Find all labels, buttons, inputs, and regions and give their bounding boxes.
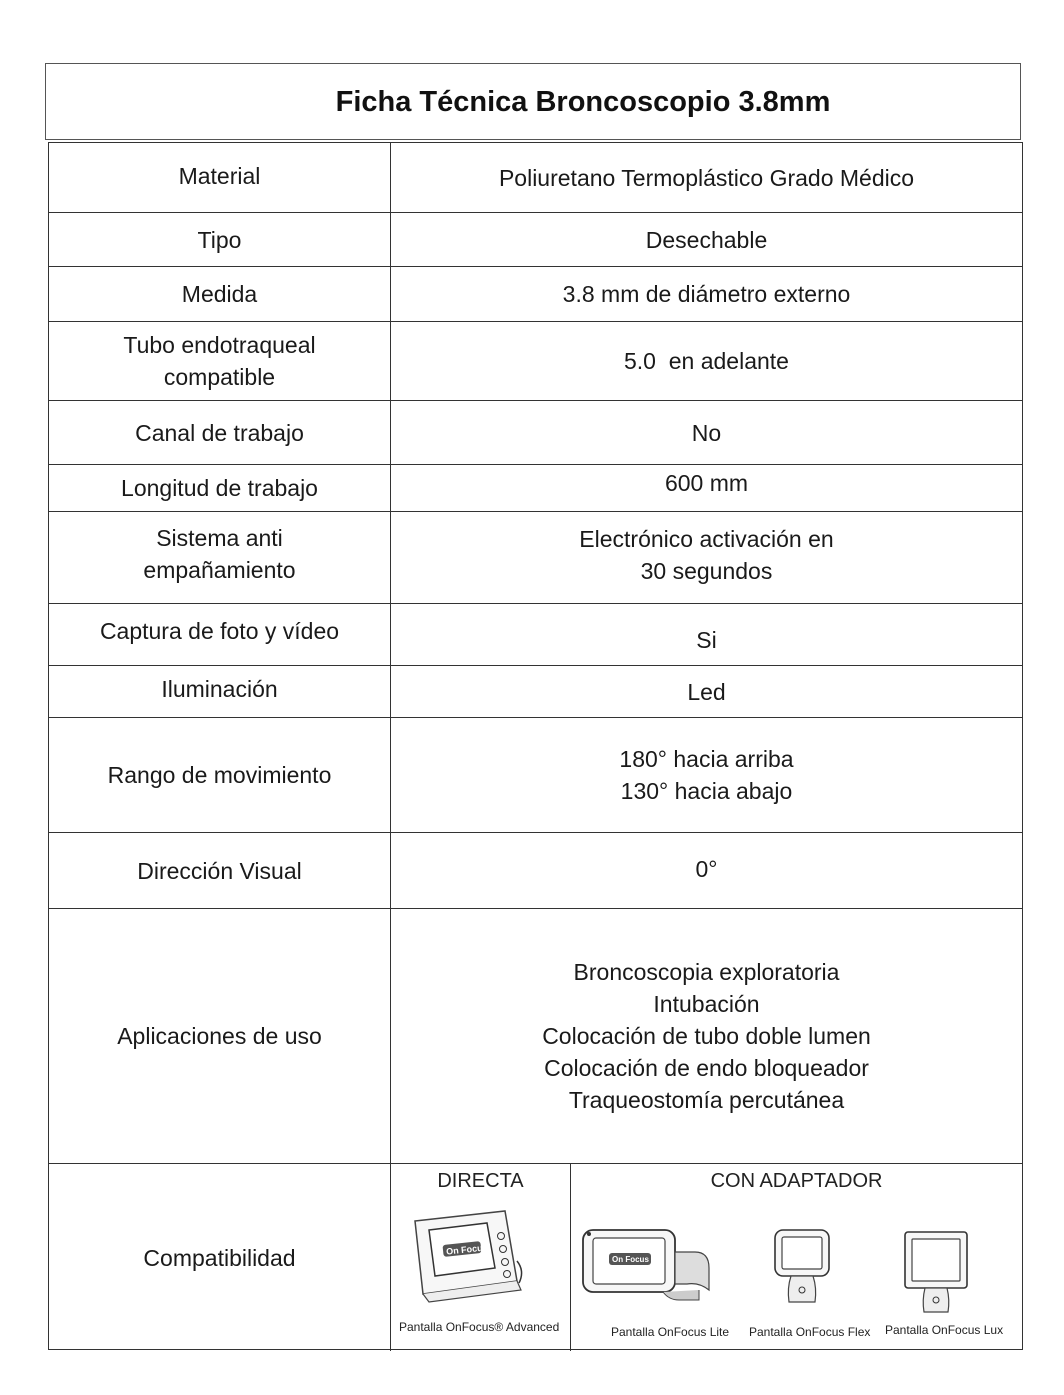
row-value-line: Intubación [653,991,760,1017]
adapter-header: CON ADAPTADOR [710,1170,883,1192]
direct-header: DIRECTA [437,1170,524,1192]
table-row [49,604,1022,666]
row-label: Iluminación [161,675,278,702]
row-value-line: Traqueostomía percutánea [568,1087,845,1113]
compat-row [49,1164,1022,1351]
onfocus-lite-brand: On Focus [612,1255,649,1264]
table-row [49,267,1022,322]
row-label-line: empañamiento [143,556,296,583]
row-label: Dirección Visual [137,857,302,884]
row-label: Aplicaciones de uso [117,1023,322,1049]
row-label: Material [178,162,261,189]
spec-table [48,142,1023,1350]
row-value: No [390,401,1022,464]
table-row [49,143,1022,213]
row-label: Tipo [197,226,242,253]
compat-label: Compatibilidad [143,1244,296,1271]
page-title: Ficha Técnica Broncoscopio 3.8mm [335,86,831,118]
row-label: Medida [181,281,258,307]
row-value: 5.0 en adelante [390,322,1022,400]
row-label [49,512,390,603]
onfocus-advanced-brand: On Focus [445,1242,489,1257]
row-label: Captura de foto y vídeo [99,617,340,644]
row-value: Poliuretano Termoplástico Grado Médico [390,143,1022,212]
row-label: Canal de trabajo [135,419,304,446]
row-value-line: 130° hacia abajo [620,778,793,804]
row-value [390,718,1022,832]
table-row [49,512,1022,604]
table-row [49,213,1022,267]
onfocus-lite-label: Pantalla OnFocus Lite [611,1325,730,1339]
row-value-line: Electrónico activación en [579,525,834,552]
row-value [390,909,1022,1163]
title-box [45,63,1021,140]
row-value-line: Broncoscopia exploratoria [573,959,840,985]
onfocus-flex-label: Pantalla OnFocus Flex [749,1325,871,1339]
table-row [49,909,1022,1164]
row-label-line: compatible [163,364,276,390]
row-label [49,322,390,400]
onfocus-lux-label: Pantalla OnFocus Lux [885,1323,1004,1337]
row-value: 3.8 mm de diámetro externo [390,267,1022,321]
table-row [49,833,1022,909]
row-label: Longitud de trabajo [121,475,318,501]
table-row [49,718,1022,833]
row-value-line: 180° hacia arriba [619,746,794,772]
onfocus-flex-image [769,1226,835,1308]
row-value-line: Colocación de tubo doble lumen [542,1023,871,1049]
row-value-line: Colocación de endo bloqueador [544,1055,869,1081]
row-label-line: Tubo endotraqueal [123,332,316,358]
onfocus-lite-image [579,1224,719,1304]
row-value: Led [390,666,1022,717]
compat-direct-section [390,1164,571,1351]
compat-adapter-section [571,1164,1022,1351]
table-row [49,666,1022,718]
row-value-line: 30 segundos [640,557,773,584]
row-value: Si [390,604,1022,665]
row-label-line: Sistema anti [156,524,283,551]
onfocus-advanced-label: Pantalla OnFocus® Advanced [399,1320,560,1334]
row-label: Rango de movimiento [107,762,332,788]
row-value: 0° [390,833,1022,908]
table-row [49,465,1022,512]
onfocus-advanced-image [405,1206,525,1306]
table-row [49,401,1022,465]
row-value [390,512,1022,603]
table-row [49,322,1022,401]
row-value: Desechable [390,213,1022,266]
row-value: 600 mm [390,465,1022,511]
onfocus-lux-image [901,1228,971,1314]
